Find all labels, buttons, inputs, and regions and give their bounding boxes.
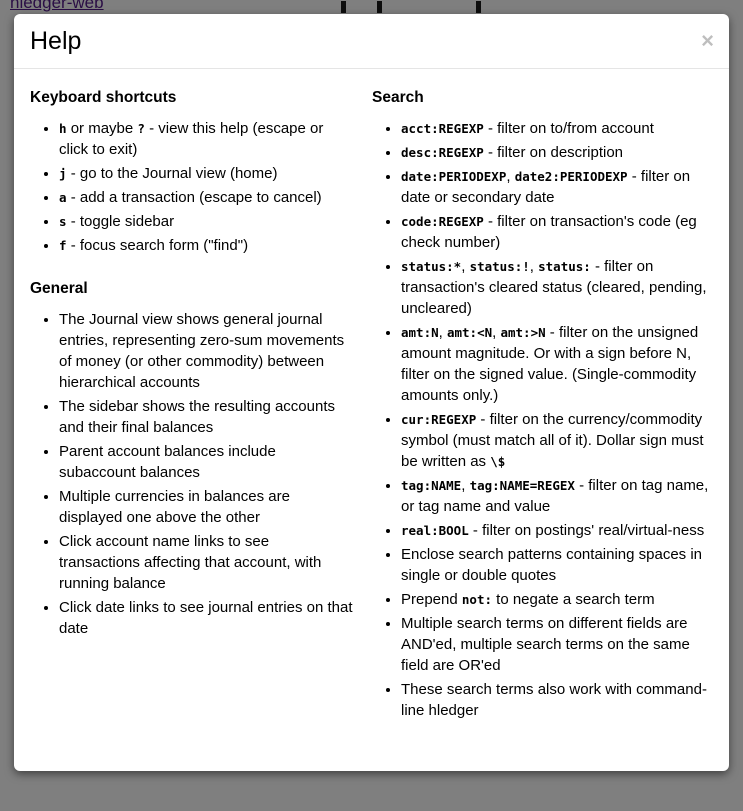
list-item: • s - toggle sidebar <box>59 211 354 232</box>
help-modal <box>14 14 729 771</box>
section-heading-general: General <box>30 279 88 297</box>
code-term: j <box>59 165 67 181</box>
list-item: • j - go to the Journal view (home) <box>59 163 354 184</box>
list-item: • Click date links to see journal entries on that date <box>59 597 354 639</box>
list-item: • Parent account balances include subaccount balances <box>59 441 354 483</box>
list-item: • cur:REGEXP - filter on the currency/commodity symbol (must match all of it). Dollar sign must be written as \$ <box>401 409 712 472</box>
code-term: status:! <box>469 258 530 274</box>
modal-header <box>14 14 729 69</box>
code-term: tag:NAME <box>401 477 462 493</box>
code-term: cur:REGEXP <box>401 411 477 427</box>
list-item: • real:BOOL - filter on postings' real/virtual-ness <box>401 520 712 541</box>
general-list <box>30 309 354 639</box>
code-term: f <box>59 237 67 253</box>
list-item: • acct:REGEXP - filter on to/from account <box>401 118 712 139</box>
code-term: code:REGEXP <box>401 213 484 229</box>
code-term: amt:<N <box>446 324 493 340</box>
section-heading-search: Search <box>372 88 424 106</box>
list-item: • Multiple currencies in balances are displayed one above the other <box>59 486 354 528</box>
section-heading-shortcuts: Keyboard shortcuts <box>30 88 177 106</box>
list-item: • Click account name links to see transactions affecting that account, with running balance <box>59 531 354 594</box>
list-item: • code:REGEXP - filter on transaction's code (eg check number) <box>401 211 712 253</box>
left-column <box>30 75 372 727</box>
code-term: tag:NAME=REGEX <box>469 477 575 493</box>
modal-body <box>14 69 729 742</box>
code-term: a <box>59 189 67 205</box>
code-term: ? <box>137 120 145 136</box>
list-item: • amt:N, amt:<N, amt:>N - filter on the unsigned amount magnitude. Or with a sign before N, filter on the signed value. (Single-commodity amounts only.) <box>401 322 712 406</box>
code-term: acct:REGEXP <box>401 120 484 136</box>
list-item: • desc:REGEXP - filter on description <box>401 142 712 163</box>
code-term: real:BOOL <box>401 522 469 538</box>
right-column <box>372 75 714 727</box>
code-term: date2:PERIODEXP <box>514 168 628 184</box>
code-term: not: <box>461 591 492 607</box>
code-term: status: <box>538 258 591 274</box>
shortcuts-list <box>30 118 354 256</box>
list-item: • These search terms also work with command-line hledger <box>401 679 712 721</box>
list-item: • Enclose search patterns containing spaces in single or double quotes <box>401 544 712 586</box>
close-icon[interactable]: × <box>701 28 714 53</box>
list-item: • Prepend not: to negate a search term <box>401 589 712 610</box>
code-term: s <box>59 213 67 229</box>
list-item: • status:*, status:!, status: - filter on transaction's cleared status (cleared, pending, uncleared) <box>401 256 712 319</box>
list-item: • Multiple search terms on different fields are AND'ed, multiple search terms on the same field are OR'ed <box>401 613 712 676</box>
code-term: date:PERIODEXP <box>401 168 507 184</box>
list-item: • a - add a transaction (escape to cancel) <box>59 187 354 208</box>
code-term: desc:REGEXP <box>401 144 484 160</box>
list-item: • date:PERIODEXP, date2:PERIODEXP - filter on date or secondary date <box>401 166 712 208</box>
code-term: \$ <box>490 453 506 469</box>
code-term: amt:>N <box>500 324 546 340</box>
list-item: • h or maybe ? - view this help (escape or click to exit) <box>59 118 354 160</box>
list-item: • f - focus search form ("find") <box>59 235 354 256</box>
search-list <box>372 118 712 721</box>
list-item: • tag:NAME, tag:NAME=REGEX - filter on tag name, or tag name and value <box>401 475 712 517</box>
modal-title: Help <box>30 27 82 55</box>
list-item: • The sidebar shows the resulting accounts and their final balances <box>59 396 354 438</box>
list-item: • The Journal view shows general journal entries, representing zero-sum movements of money (or other commodity) between hierarchical accounts <box>59 309 354 393</box>
code-term: h <box>59 120 67 136</box>
code-term: status:* <box>401 258 462 274</box>
code-term: amt:N <box>401 324 439 340</box>
